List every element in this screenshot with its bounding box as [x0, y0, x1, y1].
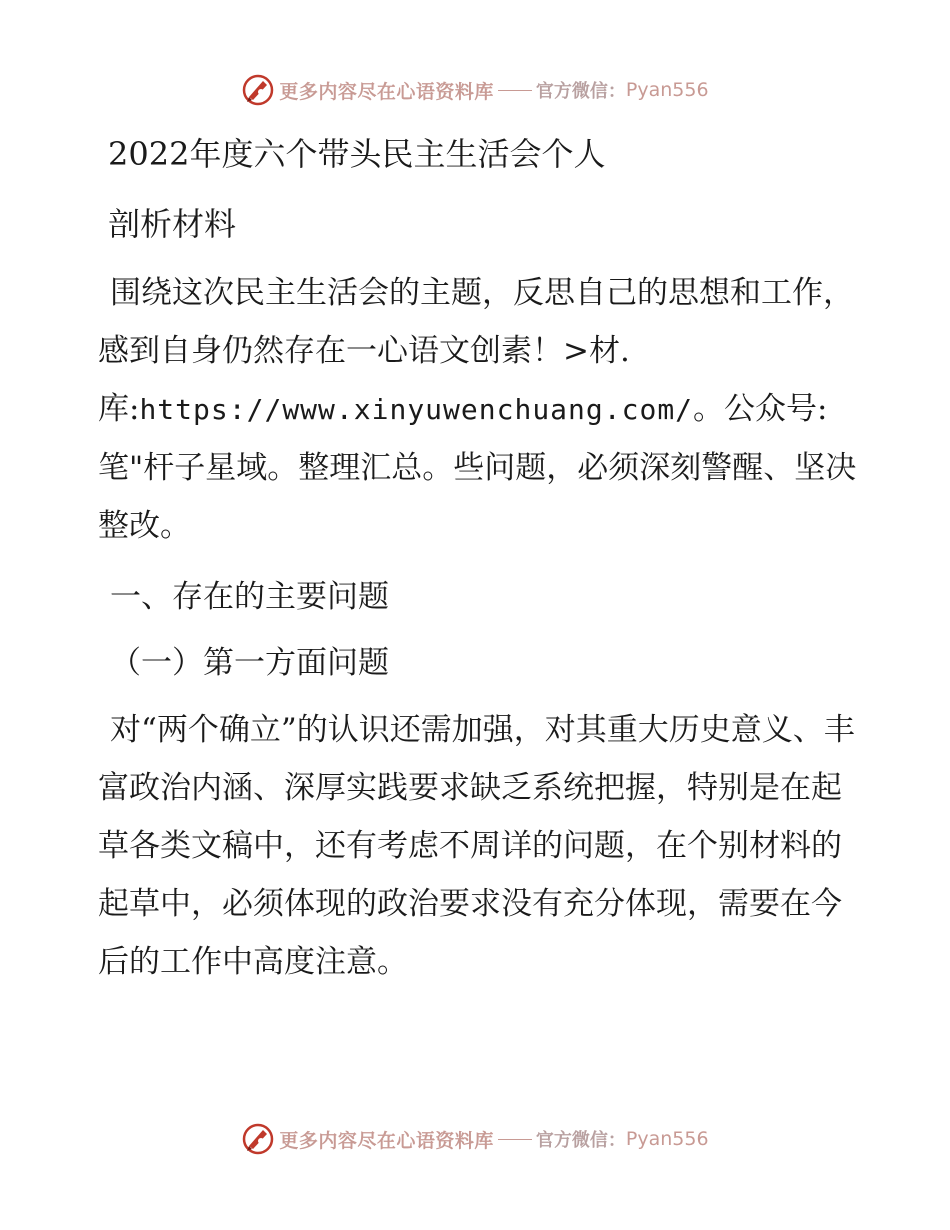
- section-1-heading: 一、存在的主要问题: [110, 579, 389, 615]
- intro-url: https://www.xinyuwenchuang.com/: [139, 393, 694, 426]
- banner-account: Pyan556: [625, 79, 709, 101]
- pen-logo-icon: [241, 1122, 275, 1156]
- banner-dash: [498, 1139, 532, 1140]
- banner-text: 更多内容尽在心语资料库: [279, 80, 494, 103]
- title-line-1: 2022年度六个带头民主生活会个人: [108, 135, 606, 173]
- banner-account: Pyan556: [625, 1128, 709, 1150]
- banner-wechat-label: 官方微信：: [535, 81, 626, 102]
- pen-logo-icon: [241, 73, 275, 107]
- header-watermark-banner: [0, 70, 950, 110]
- footer-watermark-banner: [0, 1119, 950, 1159]
- intro-text-1: 围绕这次民主生活会的主题，反思自己的思想和工作，感到自身仍然存在一心语文创素！>材.库:: [98, 275, 854, 427]
- document-body: [98, 118, 858, 991]
- banner-dash: [498, 90, 532, 91]
- intro-paragraph: [98, 264, 858, 555]
- document-title: [108, 126, 858, 252]
- subsection-1-heading: （一）第一方面问题: [110, 645, 389, 681]
- title-line-2: 剖析材料: [108, 205, 237, 243]
- intro-text-2: 。公众号: 笔"杆子星域。整理汇总。些问题，必须深刻警醒、坚决整改。: [98, 391, 857, 544]
- banner-text: 更多内容尽在心语资料库: [279, 1129, 494, 1152]
- subsection-1-body: 对“两个确立”的认识还需加强，对其重大历史意义、丰富政治内涵、深厚实践要求缺乏系统把握，特别是在起草各类文稿中，还有考虑不周详的问题，在个别材料的起草中，必须体现的政治要求没有充分体现，需要在今后的工作中高度注意。: [98, 712, 855, 980]
- banner-wechat-label: 官方微信：: [535, 1130, 626, 1151]
